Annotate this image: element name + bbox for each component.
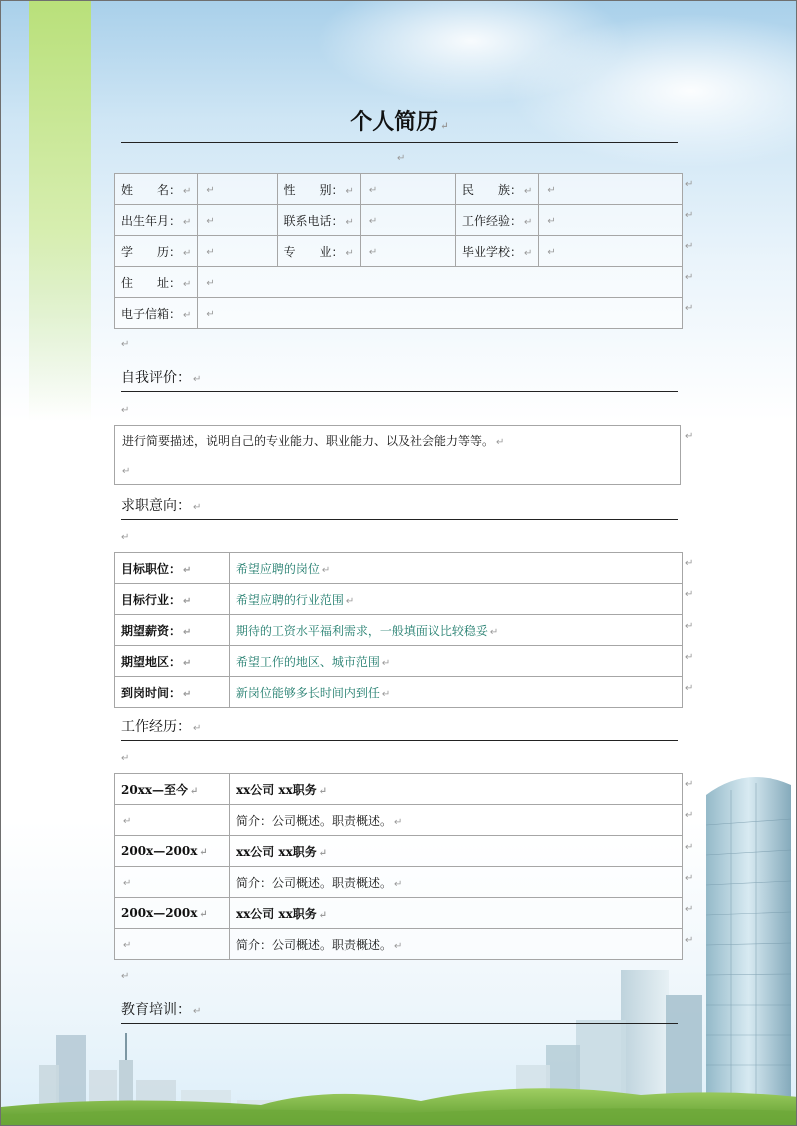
row-end-mark: ↵ xyxy=(685,241,694,252)
ethnicity-value[interactable]: ↵ xyxy=(539,174,683,205)
work-company[interactable]: xx公司 xx职务 ↵ xyxy=(229,774,682,805)
target-industry-label: 目标行业： ↵ xyxy=(115,584,230,615)
self-evaluation-box[interactable]: 进行简要描述，说明自己的专业能力、职业能力、以及社会能力等等。 ↵ ↵ xyxy=(114,425,681,485)
page-title: 个人简历 ↵ xyxy=(121,104,678,143)
target-position-value[interactable]: 希望应聘的岗位 ↵ xyxy=(229,553,682,584)
work-intro[interactable]: 简介：公司概述。职责概述。 ↵ xyxy=(229,867,682,898)
table-row xyxy=(115,205,683,236)
table-row xyxy=(115,298,683,329)
paragraph-mark: ↵ xyxy=(121,753,130,764)
work-period: 200x—200x ↵ xyxy=(115,836,230,867)
degree-label: 学 历： ↵ xyxy=(115,236,198,267)
gender-label: 性 别： ↵ xyxy=(277,174,360,205)
birth-label: 出生年月： ↵ xyxy=(115,205,198,236)
work-experience-heading: 工作经历： ↵ xyxy=(121,716,678,741)
education-heading: 教育培训： ↵ xyxy=(121,999,678,1024)
email-label: 电子信箱： ↵ xyxy=(115,298,198,329)
row-end-mark: ↵ xyxy=(685,303,694,314)
row-end-mark: ↵ xyxy=(685,683,694,694)
start-time-label: 到岗时间： ↵ xyxy=(115,677,230,708)
row-end-mark: ↵ xyxy=(685,431,694,442)
table-row xyxy=(115,615,683,646)
row-end-mark: ↵ xyxy=(685,904,694,915)
birth-value[interactable]: ↵ xyxy=(198,205,277,236)
work-period: 20xx—至今 ↵ xyxy=(115,774,230,805)
paragraph-mark: ↵ xyxy=(121,532,130,543)
table-row xyxy=(115,174,683,205)
table-row xyxy=(115,898,683,929)
expected-salary-label: 期望薪资： ↵ xyxy=(115,615,230,646)
row-end-mark: ↵ xyxy=(685,779,694,790)
empty-cell: ↵ xyxy=(115,867,230,898)
work-company[interactable]: xx公司 xx职务 ↵ xyxy=(229,898,682,929)
work-intro[interactable]: 简介：公司概述。职责概述。 ↵ xyxy=(229,929,682,960)
email-value[interactable]: ↵ xyxy=(198,298,683,329)
name-label: 姓 名： ↵ xyxy=(115,174,198,205)
table-row xyxy=(115,929,683,960)
major-label: 专 业： ↵ xyxy=(277,236,360,267)
table-row xyxy=(115,553,683,584)
job-intention-table xyxy=(114,552,683,708)
self-evaluation-heading: 自我评价： ↵ xyxy=(121,367,678,392)
work-period: 200x—200x ↵ xyxy=(115,898,230,929)
expected-region-label: 期望地区： ↵ xyxy=(115,646,230,677)
self-evaluation-text: 进行简要描述，说明自己的专业能力、职业能力、以及社会能力等等。 xyxy=(122,434,495,448)
address-value[interactable]: ↵ xyxy=(198,267,683,298)
experience-label: 工作经验： ↵ xyxy=(455,205,538,236)
work-experience-table xyxy=(114,773,683,960)
degree-value[interactable]: ↵ xyxy=(198,236,277,267)
expected-salary-value[interactable]: 期待的工资水平福利需求，一般填面议比较稳妥 ↵ xyxy=(229,615,682,646)
row-end-mark: ↵ xyxy=(685,179,694,190)
table-row xyxy=(115,584,683,615)
row-end-mark: ↵ xyxy=(685,935,694,946)
row-end-mark: ↵ xyxy=(685,272,694,283)
expected-region-value[interactable]: 希望工作的地区、城市范围 ↵ xyxy=(229,646,682,677)
phone-label: 联系电话： ↵ xyxy=(277,205,360,236)
row-end-mark: ↵ xyxy=(685,621,694,632)
table-row xyxy=(115,805,683,836)
work-intro[interactable]: 简介：公司概述。职责概述。 ↵ xyxy=(229,805,682,836)
paragraph-mark: ↵ xyxy=(397,153,406,164)
name-value[interactable]: ↵ xyxy=(198,174,277,205)
empty-cell: ↵ xyxy=(115,929,230,960)
school-label: 毕业学校： ↵ xyxy=(455,236,538,267)
row-end-mark: ↵ xyxy=(685,210,694,221)
table-row xyxy=(115,677,683,708)
work-company[interactable]: xx公司 xx职务 ↵ xyxy=(229,836,682,867)
experience-value[interactable]: ↵ xyxy=(539,205,683,236)
table-row xyxy=(115,867,683,898)
table-row xyxy=(115,646,683,677)
major-value[interactable]: ↵ xyxy=(360,236,455,267)
green-strip-decoration xyxy=(29,1,91,421)
target-position-label: 目标职位： ↵ xyxy=(115,553,230,584)
row-end-mark: ↵ xyxy=(685,873,694,884)
phone-value[interactable]: ↵ xyxy=(360,205,455,236)
basic-info-table xyxy=(114,173,683,329)
paragraph-mark: ↵ xyxy=(121,971,130,982)
table-row xyxy=(115,267,683,298)
address-label: 住 址： ↵ xyxy=(115,267,198,298)
target-industry-value[interactable]: 希望应聘的行业范围 ↵ xyxy=(229,584,682,615)
row-end-mark: ↵ xyxy=(685,810,694,821)
job-intention-heading: 求职意向： ↵ xyxy=(121,495,678,520)
row-end-mark: ↵ xyxy=(685,589,694,600)
start-time-value[interactable]: 新岗位能够多长时间内到任 ↵ xyxy=(229,677,682,708)
paragraph-mark: ↵ xyxy=(121,339,130,350)
paragraph-mark: ↵ xyxy=(121,405,130,416)
table-row xyxy=(115,774,683,805)
gender-value[interactable]: ↵ xyxy=(360,174,455,205)
table-row xyxy=(115,236,683,267)
table-row xyxy=(115,836,683,867)
row-end-mark: ↵ xyxy=(685,558,694,569)
school-value[interactable]: ↵ xyxy=(539,236,683,267)
empty-cell: ↵ xyxy=(115,805,230,836)
row-end-mark: ↵ xyxy=(685,842,694,853)
ethnicity-label: 民 族： ↵ xyxy=(455,174,538,205)
row-end-mark: ↵ xyxy=(685,652,694,663)
